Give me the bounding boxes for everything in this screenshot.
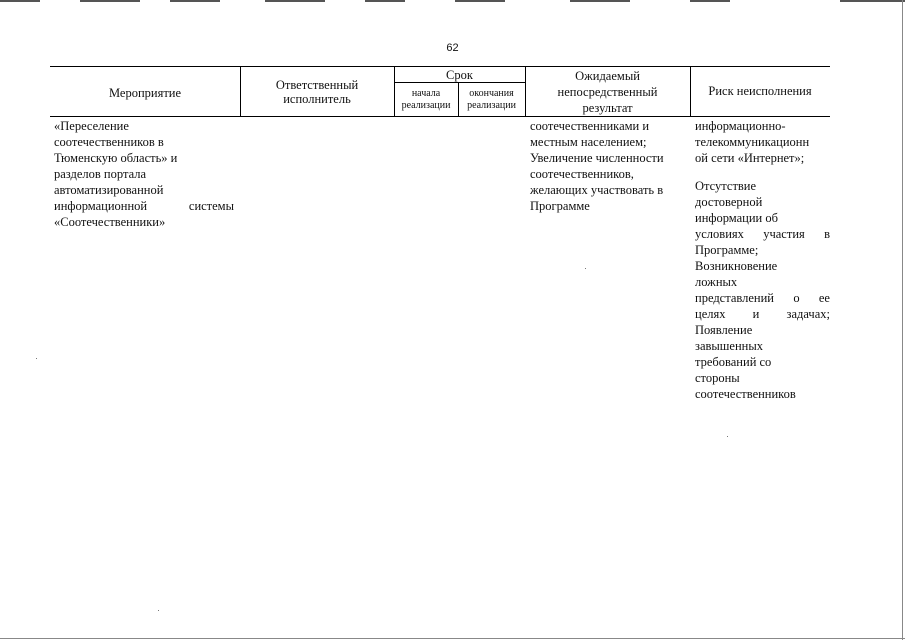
scan-edge-line: [690, 0, 730, 2]
event-line: [54, 198, 234, 214]
risk-line: [695, 290, 830, 306]
srok-divider: [394, 82, 525, 83]
scan-edge-line: [265, 0, 325, 2]
result-line: Увеличение численности: [530, 151, 664, 165]
risk-line: Возникновение: [695, 259, 778, 273]
risk-line: информационно-: [695, 119, 786, 133]
risk-line: Программе;: [695, 243, 759, 257]
result-cell: [530, 118, 687, 214]
risk-word: целях: [695, 307, 726, 321]
risk-line: Отсутствие: [695, 179, 757, 193]
header-bottom-border: [50, 116, 830, 117]
header-result-3: результат: [582, 101, 633, 115]
header-start-2: реализации: [401, 100, 451, 111]
risk-line: соотечественников: [695, 387, 796, 401]
risk-word: представлений: [695, 291, 774, 305]
scan-edge-line: [365, 0, 405, 2]
header-srok: Срок: [446, 68, 473, 82]
result-line: соотечественников,: [530, 167, 634, 181]
table-top-border: [50, 66, 830, 67]
risk-line: [695, 226, 830, 242]
event-word: системы: [188, 199, 234, 213]
event-cell: [54, 118, 234, 230]
scan-edge-line: [840, 0, 905, 2]
result-line: желающих участвовать в: [530, 183, 664, 197]
risk-word: условиях: [695, 227, 744, 241]
risk-word: о: [793, 291, 800, 305]
risk-line: [695, 306, 830, 322]
scan-edge-line: [570, 0, 630, 2]
header-result-1: Ожидаемый: [575, 69, 640, 83]
scan-speck: [158, 610, 159, 611]
header-result-2: непосредственный: [557, 85, 658, 99]
event-line: «Переселение: [54, 119, 129, 133]
risk-line: завышенных: [695, 339, 763, 353]
risk-line: [695, 166, 830, 178]
risk-line: Появление: [695, 323, 753, 337]
risk-line: ложных: [695, 275, 738, 289]
header-risk: Риск неисполнения: [708, 84, 812, 98]
risk-cell: [695, 118, 830, 402]
event-line: соотечественников в: [54, 135, 164, 149]
header-end-1: окончания: [469, 88, 514, 99]
risk-word: участия: [763, 227, 805, 241]
event-word: информационной: [54, 199, 148, 213]
scan-edge-line: [455, 0, 505, 2]
scan-edge-line: [80, 0, 140, 2]
page-number: 62: [446, 42, 459, 54]
scan-speck: [727, 436, 728, 437]
header-event: Мероприятие: [108, 86, 182, 100]
risk-line: информации об: [695, 211, 778, 225]
scan-speck: [585, 268, 586, 269]
risk-word: задачах;: [786, 307, 830, 321]
risk-line: ой сети «Интернет»;: [695, 151, 805, 165]
event-line: разделов портала: [54, 167, 147, 181]
scan-edge-line: [170, 0, 220, 2]
risk-line: телекоммуникационн: [695, 135, 810, 149]
result-line: соотечественниками и: [530, 119, 650, 133]
result-line: Программе: [530, 199, 590, 213]
risk-word: и: [752, 307, 760, 321]
header-responsible-2: исполнитель: [283, 92, 351, 106]
scan-speck: [36, 358, 37, 359]
scan-edge-line: [0, 0, 40, 2]
scan-edge-bottom: [0, 638, 905, 639]
event-line: «Соотечественники»: [54, 215, 166, 229]
result-line: местным населением;: [530, 135, 647, 149]
risk-line: стороны: [695, 371, 740, 385]
header-end-2: реализации: [467, 100, 516, 111]
scan-edge-right: [902, 0, 903, 640]
risk-line: достоверной: [695, 195, 763, 209]
risk-word: в: [824, 227, 830, 241]
risk-line: требований со: [695, 355, 772, 369]
header-responsible-1: Ответственный: [275, 78, 359, 92]
header-start-1: начала: [411, 88, 441, 99]
event-line: автоматизированной: [54, 183, 164, 197]
risk-word: ее: [818, 291, 830, 305]
event-line: Тюменскую область» и: [54, 151, 178, 165]
